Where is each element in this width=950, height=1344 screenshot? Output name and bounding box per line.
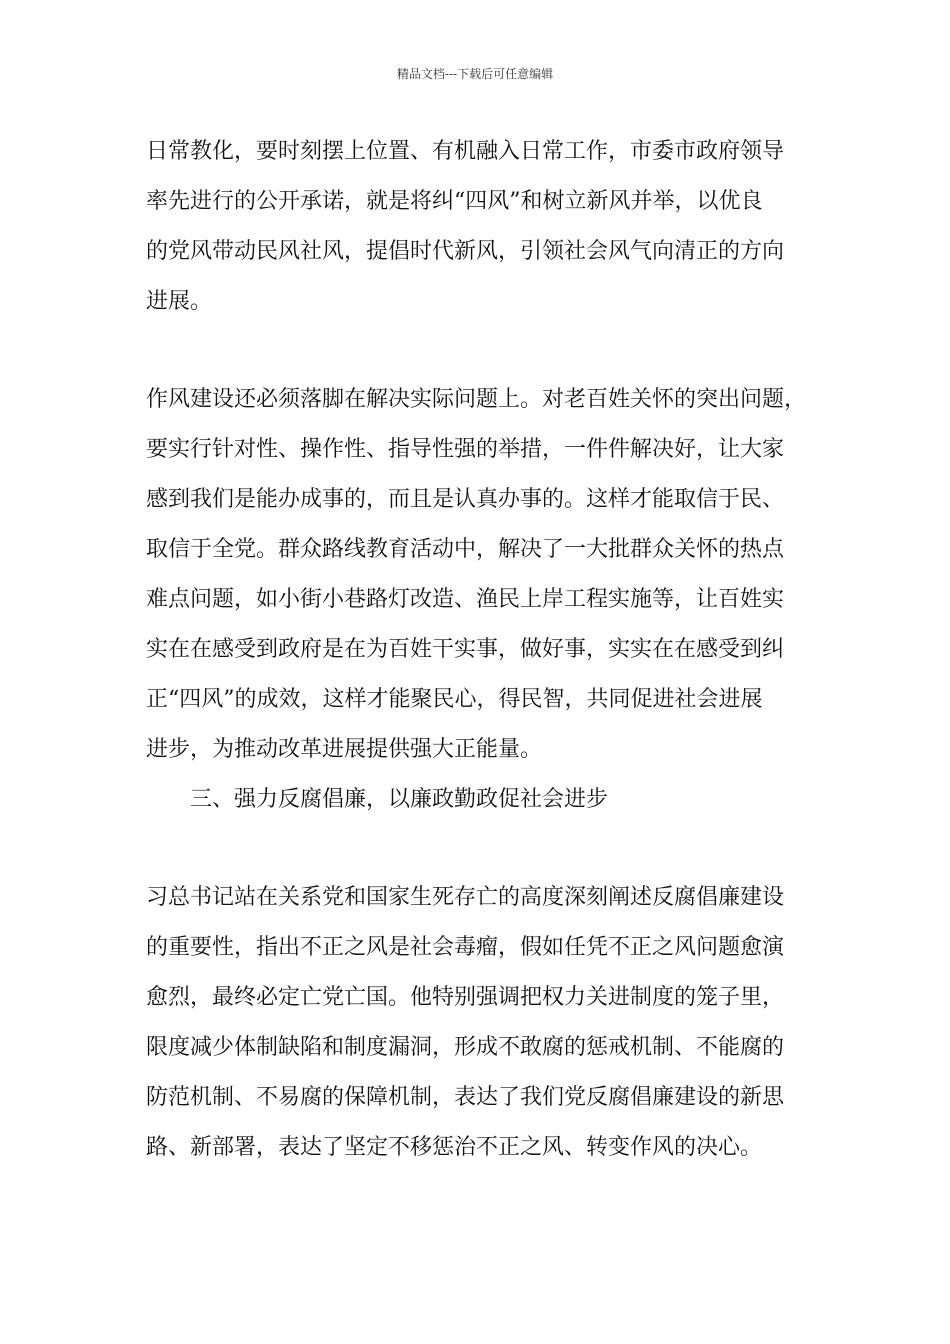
paragraph-2-line-3: 感到我们是能办成事的，而且是认真办事的。这样才能取信于民、 [146, 487, 785, 512]
paragraph-2-line-8: 进步，为推动改革进展提供强大正能量。 [146, 737, 543, 762]
paragraph-3-line-1: 习总书记站在关系党和国家生死存亡的高度深刻阐述反腐倡廉建设 [146, 885, 785, 910]
page-header: 精品文档---下载后可任意编辑 [396, 67, 554, 81]
paragraph-2-line-2: 要实行针对性、操作性、指导性强的举措，一件件解决好，让大家 [146, 437, 785, 462]
paragraph-3-line-3: 愈烈，最终必定亡党亡国。他特别强调把权力关进制度的笼子里， [146, 985, 785, 1010]
paragraph-3-line-4: 限度减少体制缺陷和制度漏洞，形成不敢腐的惩戒机制、不能腐的 [146, 1035, 785, 1060]
paragraph-3-line-6: 路、新部署，表达了坚定不移惩治不正之风、转变作风的决心。 [146, 1135, 763, 1160]
paragraph-1-line-4: 进展。 [146, 289, 213, 314]
paragraph-1-line-1: 日常教化，要时刻摆上位置、有机融入日常工作，市委市政府领导 [146, 139, 785, 164]
paragraph-3-line-2: 的重要性，指出不正之风是社会毒瘤，假如任凭不正之风问题愈演 [146, 935, 785, 960]
paragraph-2-line-5: 难点问题，如小街小巷路灯改造、渔民上岸工程实施等，让百姓实 [146, 587, 785, 612]
paragraph-2-line-7: 正“四风”的成效，这样才能聚民心，得民智，共同促进社会进展 [146, 687, 763, 712]
paragraph-1-line-3: 的党风带动民风社风，提倡时代新风，引领社会风气向清正的方向 [146, 239, 785, 264]
paragraph-2-line-1: 作风建设还必须落脚在解决实际问题上。对老百姓关怀的突出问题， [146, 387, 807, 412]
paragraph-2-line-6: 实在在感受到政府是在为百姓干实事，做好事，实实在在感受到纠 [146, 637, 785, 662]
section-heading: 三、强力反腐倡廉，以廉政勤政促社会进步 [190, 787, 609, 812]
paragraph-1-line-2: 率先进行的公开承诺，就是将纠“四风”和树立新风并举，以优良 [146, 189, 763, 214]
paragraph-2-line-4: 取信于全党。群众路线教育活动中，解决了一大批群众关怀的热点 [146, 537, 785, 562]
paragraph-3-line-5: 防范机制、不易腐的保障机制，表达了我们党反腐倡廉建设的新思 [146, 1085, 785, 1110]
